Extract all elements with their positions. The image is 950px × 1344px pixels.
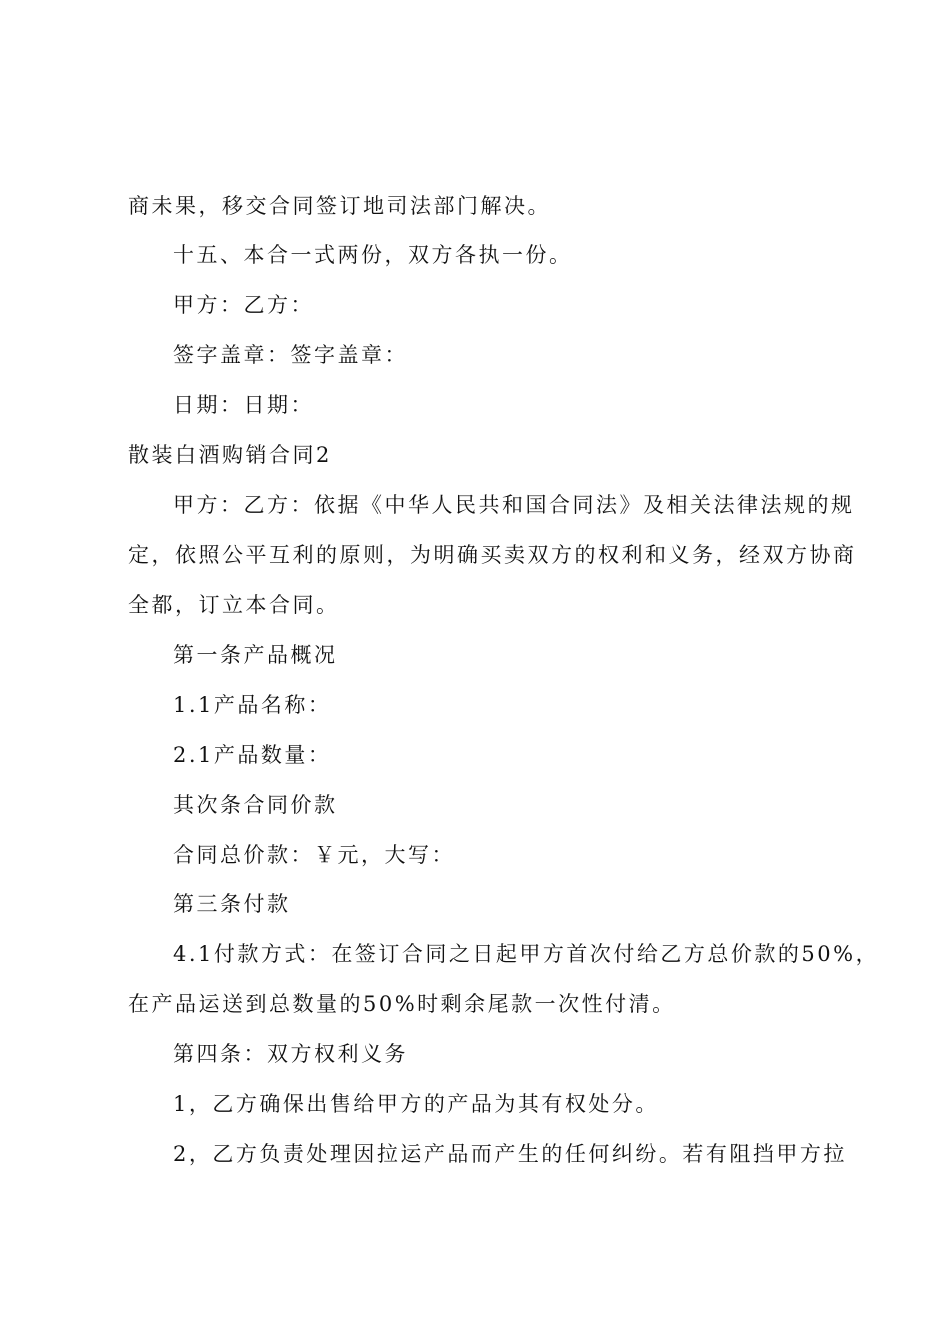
article-four-heading: 第四条：双方权利义务 [173,1042,408,1066]
payment-method-line-1: 4.1付款方式：在签订合同之日起甲方首次付给乙方总价款的50%， [173,942,880,966]
obligation-two: 2，乙方负责处理因拉运产品而产生的任何纠纷。若有阻挡甲方拉 [173,1142,847,1166]
date-line: 日期：日期： [173,393,314,417]
payment-method-line-2: 在产品运送到总数量的50%时剩余尾款一次性付清。 [128,992,676,1016]
product-name-line: 1.1产品名称： [173,693,332,717]
obligation-one: 1，乙方确保出售给甲方的产品为其有权处分。 [173,1092,659,1116]
party-line: 甲方：乙方： [173,293,314,317]
article-three-heading: 第三条付款 [173,892,291,916]
article-two-heading: 其次条合同价款 [173,793,338,817]
preamble-line-2: 定，依照公平互利的原则，为明确买卖双方的权利和义务，经双方协商 [128,543,857,567]
clause-fifteen: 十五、本合一式两份，双方各执一份。 [173,243,573,267]
product-quantity-line: 2.1产品数量： [173,743,332,767]
article-one-heading: 第一条产品概况 [173,643,338,667]
total-price-line: 合同总价款：￥元，大写： [173,843,455,867]
preamble-line-3: 全都，订立本合同。 [128,593,340,617]
signature-line: 签字盖章：签字盖章： [173,343,408,367]
text-line: 商未果，移交合同签订地司法部门解决。 [128,194,551,218]
contract-title: 散装白酒购销合同2 [128,443,332,467]
preamble-line-1: 甲方：乙方：依据《中华人民共和国合同法》及相关法律法规的规 [173,493,855,517]
